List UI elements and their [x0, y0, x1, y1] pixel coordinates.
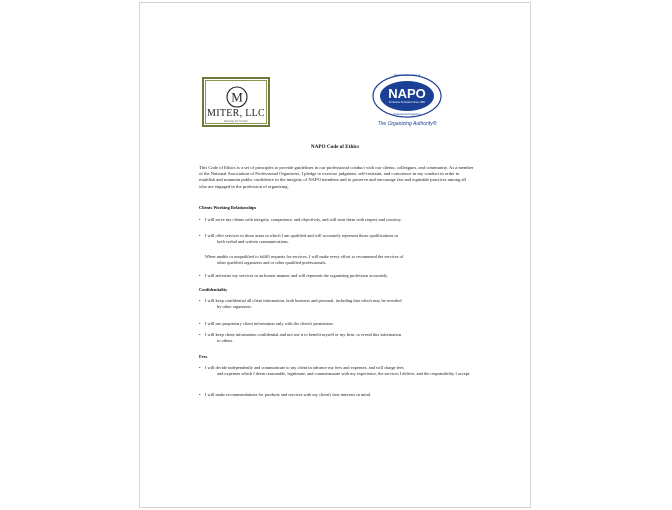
item-text-continued: both verbal and written communications. [217, 239, 290, 244]
bullet: • [199, 217, 201, 222]
section-heading-clients: Clients Working Relationships [199, 205, 257, 210]
item-text-continued: to others. [217, 338, 234, 343]
item-text: I will keep confidential all client information, both business and personal, including that which may be revealed [205, 298, 402, 303]
napo-ring-top-text: National Association of [393, 74, 421, 77]
item-text: I will advertise my services in an honest manner and will represent the organizing profession accurately. [205, 273, 389, 278]
bullet: • [199, 321, 201, 326]
miter-tagline: Renewing the Creation [224, 120, 248, 123]
bullet: • [199, 233, 201, 238]
napo-ring-bottom-text: Professional Organizers [393, 113, 421, 116]
bullet: • [199, 392, 201, 397]
bullet: • [199, 332, 201, 337]
intro-paragraph: This Code of Ethics is a set of principles to provide guidelines in our professional conduct with our clients, colleagues, and community. As a member of the National Association of Professional Organizers, I pledge to exercise judgment, self-restraint, and conscience in my conduct in order to establish and maintain public confidence in the integrity of NAPO members and to preserve and encourage fair and equitable practices among all who are engaged in the profession of organizing. [199, 165, 474, 189]
item-text: I will make recommendations for products and services with my client's best interests in mind. [205, 392, 372, 397]
miter-logo [202, 77, 270, 127]
item-text: I will offer services in those areas in which I am qualified and will accurately represent those qualifications in [205, 233, 398, 238]
miter-company-name: MITER, LLC [207, 108, 265, 119]
document-page [139, 2, 531, 508]
item-text: I will serve my clients with integrity, competence, and objectivity, and will treat them with respect and courtesy. [205, 217, 402, 222]
section-heading-fees: Fees [199, 354, 208, 359]
napo-slogan: The Organizing Authority® [377, 121, 437, 127]
napo-subtitle: Productive Profession Since 1985 [389, 101, 425, 104]
bullet: • [199, 273, 201, 278]
item-text: I will use proprietary client information only with the client's permission. [205, 321, 334, 326]
item-text: I will keep client information confidential and not use it to benefit myself or my firm, or reveal this information [205, 332, 402, 337]
item-text-continued: and expenses which I deem reasonable, legitimate, and commensurate with my experience, the services I deliver, and the responsibility I accept. [217, 371, 471, 376]
section-heading-confidentiality: Confidentiality [199, 287, 228, 292]
document-title: NAPO Code of Ethics [310, 144, 360, 150]
item-text-continued: other qualified organizers and or other qualified professionals. [217, 260, 327, 265]
napo-logo [370, 73, 444, 133]
item-text-continued: by other organizers. [217, 304, 252, 309]
napo-acronym: NAPO [388, 86, 426, 101]
svg-text:M: M [231, 89, 243, 105]
item-text: I will decide independently and communicate to my client in advance my fees and expenses, and will charge fees [205, 365, 404, 370]
bullet: • [199, 365, 201, 370]
item-text: When unable or unqualified to fulfill requests for services, I will make every effort to recommend the services of [205, 254, 404, 259]
bullet: • [199, 298, 201, 303]
